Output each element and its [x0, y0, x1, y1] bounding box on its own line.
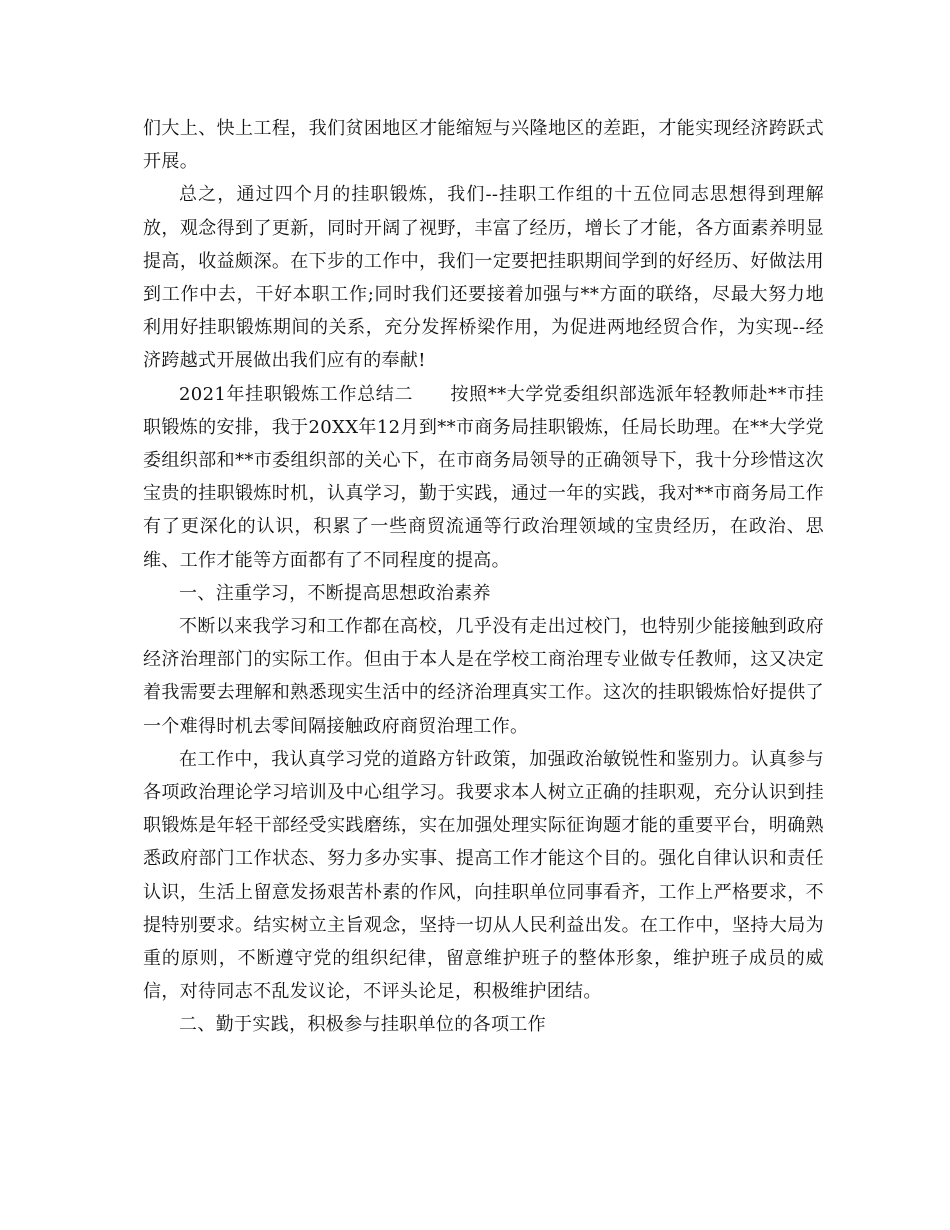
paragraph-second-summary-intro: 2021年挂职锻炼工作总结二 按照**大学党委组织部选派年轻教师赴**市挂职锻炼的安排，我于20XX年12月到**市商务局挂职锻炼，任局长助理。在**大学党委组织部和**市委组织部的关心下，在市商务局领导的正确领导下，我十分珍惜这次宝贵的挂职锻炼时机，认真学习，勤于实践，通过一年的实践，我对**市商务局工作有了更深化的认识，积累了一些商贸流通等行政治理领域的宝贵经历，在政治、思维、工作才能等方面都有了不同程度的提高。	[143, 383, 824, 571]
section-heading-two: 二、勤于实践，积极参与挂职单位的各项工作	[179, 1014, 546, 1036]
paragraph-study-work: 在工作中，我认真学习党的道路方针政策，加强政治敏锐性和鉴别力。认真参与各项政治理论学习培训及中心组学习。我要求本人树立正确的挂职观，充分认识到挂职锻炼是年轻干部经受实践磨练，实在加强处理实际征询题才能的重要平台，明确熟悉政府部门工作状态、努力多办实事、提高工作才能这个目的。强化自律认识和责任认识，生活上留意发扬艰苦朴素的作风，向挂职单位同事看齐，工作上严格要求，不提特别要求。结实树立主旨观念，坚持一切从人民利益出发。在工作中，坚持大局为重的原则，不断遵守党的组织纪律，留意维护班子的整体形象，维护班子成员的威信，对待同志不乱发议论，不评头论足，积极维护团结。	[143, 748, 824, 1003]
paragraph-summary: 总之，通过四个月的挂职锻炼，我们--挂职工作组的十五位同志思想得到理解放，观念得到了更新，同时开阔了视野，丰富了经历，增长了才能，各方面素养明显提高，收益颇深。在下步的工作中，我们一定要把挂职期间学到的好经历、好做法用到工作中去，干好本职工作;同时我们还要接着加强与**方面的联络，尽最大努力地利用好挂职锻炼期间的关系，充分发挥桥梁作用，为促进两地经贸合作，为实现--经济跨越式开展做出我们应有的奉献!	[143, 184, 824, 372]
paragraph-continuation: 们大上、快上工程，我们贫困地区才能缩短与兴隆地区的差距，才能实现经济跨跃式开展。	[143, 118, 824, 173]
section-heading-one: 一、注重学习，不断提高思想政治素养	[179, 582, 491, 604]
paragraph-background: 不断以来我学习和工作都在高校，几乎没有走出过校门，也特别少能接触到政府经济治理部门的实际工作。但由于本人是在学校工商治理专业做专任教师，这又决定着我需要去理解和熟悉现实生活中的经济治理真实工作。这次的挂职锻炼恰好提供了一个难得时机去零间隔接触政府商贸治理工作。	[143, 616, 824, 737]
document-body	[143, 112, 824, 1042]
